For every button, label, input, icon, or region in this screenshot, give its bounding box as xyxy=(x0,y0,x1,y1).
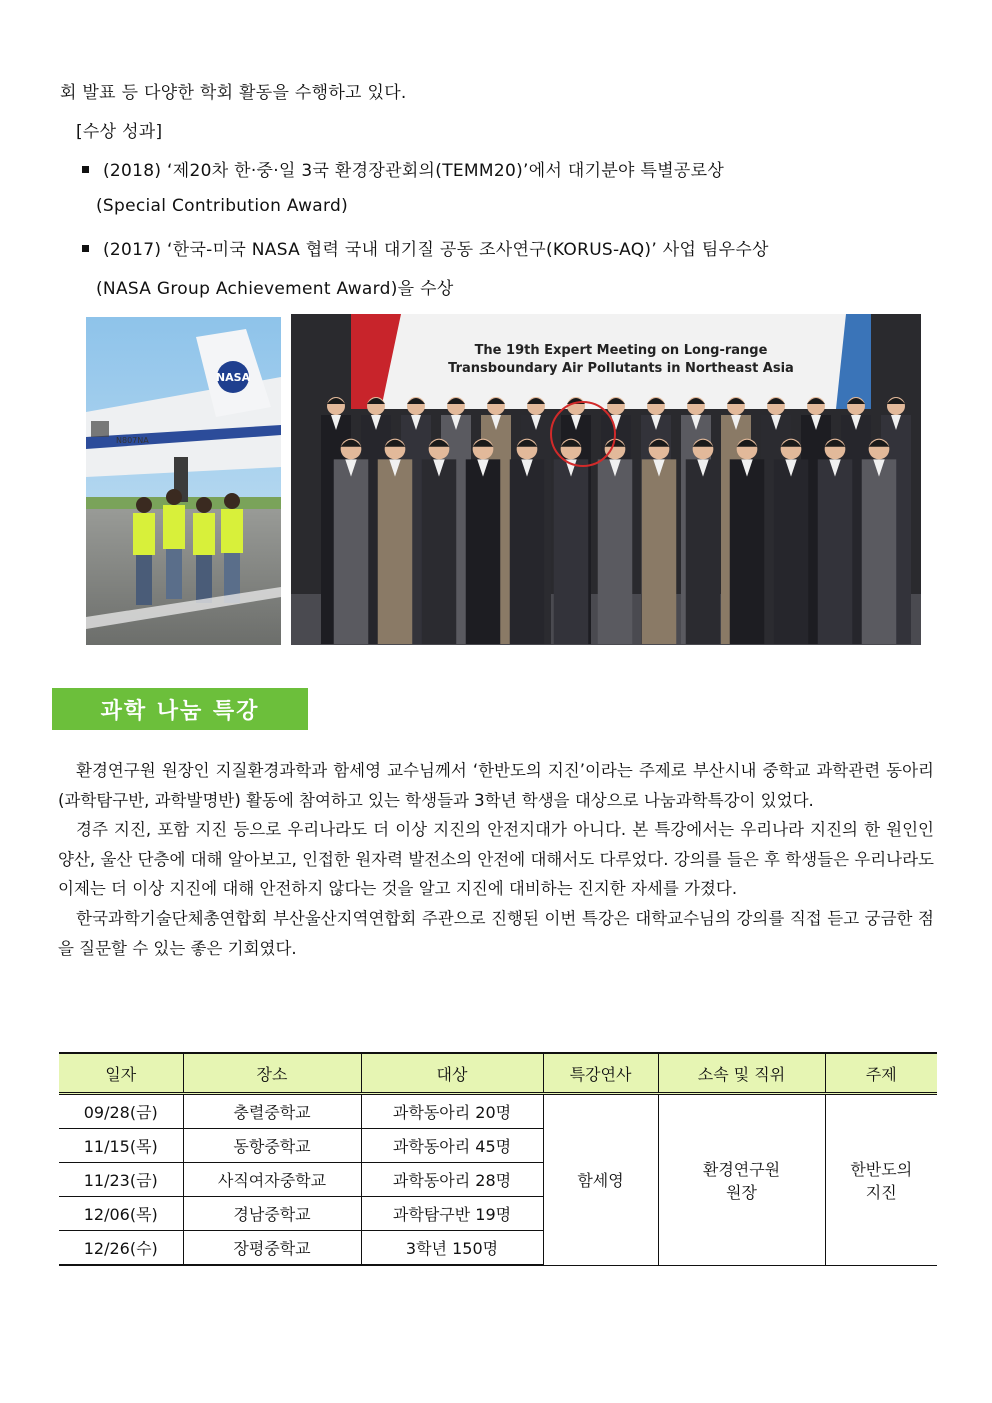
award-item-2018 xyxy=(82,156,724,181)
nasa-airplane-illustration xyxy=(86,317,281,645)
attendee-body xyxy=(510,459,545,644)
banner-line-2: Transboundary Air Pollutants in Northeast Asia xyxy=(448,361,794,376)
cell-date: 09/28(금) xyxy=(59,1094,183,1129)
attendee-body xyxy=(598,459,633,644)
nasa-logo-text: NASA xyxy=(215,371,251,384)
header-place: 장소 xyxy=(183,1053,361,1094)
attendee-body xyxy=(730,459,765,644)
cell-speaker: 함세영 xyxy=(543,1094,658,1266)
attendee-body xyxy=(378,459,413,644)
table-row xyxy=(59,1094,937,1129)
cell-date: 12/26(수) xyxy=(59,1231,183,1266)
tail-number-text: N807NA xyxy=(116,436,149,445)
paragraph-3: 한국과학기술단체총연합회 부산울산지역연합회 주관으로 진행된 이번 특강은 대학교수님의 강의를 직접 듣고 궁금한 점을 질문할 수 있는 좋은 기회였다. xyxy=(58,908,934,958)
award-line: (2017) ‘한국-미국 NASA 협력 국내 대기질 공동 조사연구(KORUS-AQ)’ 사업 팀우수상 xyxy=(103,240,769,260)
banner-line-1: The 19th Expert Meeting on Long-range xyxy=(474,343,768,358)
bullet-square-icon xyxy=(82,245,89,252)
header-affiliation: 소속 및 직위 xyxy=(658,1053,825,1094)
award-item-2017 xyxy=(82,235,769,260)
cell-place: 동항중학교 xyxy=(183,1129,361,1163)
cell-date: 11/23(금) xyxy=(59,1163,183,1197)
header-speaker: 특강연사 xyxy=(543,1053,658,1094)
cell-affiliation xyxy=(658,1094,825,1266)
group-photo-illustration xyxy=(291,314,921,645)
lecture-schedule-table xyxy=(59,1052,937,1266)
section-body xyxy=(58,756,934,963)
cell-place: 경남중학교 xyxy=(183,1197,361,1231)
header-date: 일자 xyxy=(59,1053,183,1094)
attendee-body xyxy=(642,459,677,644)
attendee-body xyxy=(774,459,809,644)
cell-place: 충렬중학교 xyxy=(183,1094,361,1129)
attendee-body xyxy=(554,459,589,644)
bullet-square-icon xyxy=(82,166,89,173)
cell-place: 사직여자중학교 xyxy=(183,1163,361,1197)
topic-line-1: 한반도의 xyxy=(850,1159,913,1179)
award-line: (2018) ‘제20차 한·중·일 3국 환경장관회의(TEMM20)’에서 대기분야 특별공로상 xyxy=(103,161,725,181)
affiliation-line-1: 환경연구원 xyxy=(702,1159,781,1179)
award-sub-2017: (NASA Group Achievement Award)을 수상 xyxy=(96,279,454,299)
cell-target: 과학탐구반 19명 xyxy=(361,1197,543,1231)
attendee-body xyxy=(862,459,897,644)
cell-place: 장평중학교 xyxy=(183,1231,361,1266)
header-topic: 주제 xyxy=(825,1053,937,1094)
attendee-body xyxy=(818,459,853,644)
paragraph-1: 환경연구원 원장인 지질환경과학과 함세영 교수님께서 ‘한반도의 지진’이라는 주제로 부산시내 중학교 과학관련 동아리(과학탐구반, 과학발명반) 활동에 참여하고 있는 학생들과 3학년 학생을 대상으로 나눔과학특강이 있었다. xyxy=(58,761,934,810)
awards-heading: [수상 성과] xyxy=(76,122,163,142)
cell-date: 11/15(목) xyxy=(59,1129,183,1163)
section-title-bar: 과학 나눔 특강 xyxy=(52,688,308,730)
cell-target: 과학동아리 28명 xyxy=(361,1163,543,1197)
attendee-body xyxy=(422,459,457,644)
nasa-airplane-photo xyxy=(86,317,281,645)
paragraph-2: 경주 지진, 포함 지진 등으로 우리나라도 더 이상 지진의 안전지대가 아니다. 본 특강에서는 우리나라 지진의 한 원인인 양산, 울산 단층에 대해 알아보고, 인접한 원자력 발전소의 안전에 대해서도 다루었다. 강의를 들은 후 학생들은 우리나라도 이제는 더 이상 지진에 대해 안전하지 않다는 것을 알고 지진에 대비하는 진지한 자세를 가졌다. xyxy=(58,820,934,899)
cell-target: 과학동아리 20명 xyxy=(361,1094,543,1129)
table-header-row xyxy=(59,1053,937,1094)
attendee-body xyxy=(686,459,721,644)
expert-meeting-photo xyxy=(291,314,921,645)
attendee-body xyxy=(334,459,369,644)
attendees-figures xyxy=(321,397,911,644)
affiliation-line-2: 원장 xyxy=(726,1182,757,1202)
intro-line: 회 발표 등 다양한 학회 활동을 수행하고 있다. xyxy=(60,83,407,103)
topic-line-2: 지진 xyxy=(865,1182,897,1202)
cell-date: 12/06(목) xyxy=(59,1197,183,1231)
cell-target: 과학동아리 45명 xyxy=(361,1129,543,1163)
attendee-body xyxy=(466,459,501,644)
header-target: 대상 xyxy=(361,1053,543,1094)
award-sub-2018: (Special Contribution Award) xyxy=(96,196,349,216)
cell-topic xyxy=(825,1094,937,1266)
cell-target: 3학년 150명 xyxy=(361,1231,543,1266)
